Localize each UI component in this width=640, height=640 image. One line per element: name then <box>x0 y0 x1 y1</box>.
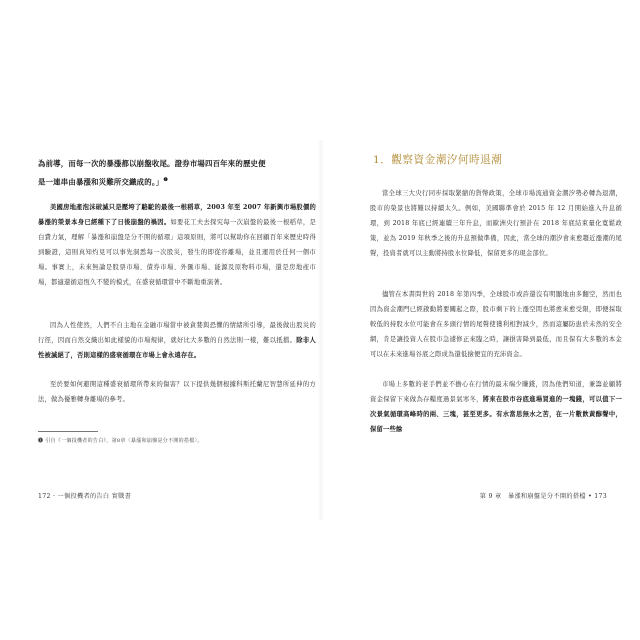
page-gutter <box>318 140 324 520</box>
left-paragraph-2-bold: 除非人性被滅絕了，否則這樣的盛衰循環在市場上會永遠存在。 <box>38 337 316 359</box>
left-paragraph-1 <box>38 200 316 290</box>
right-paragraph-1 <box>370 186 622 261</box>
left-paragraph-2 <box>38 318 316 363</box>
right-page <box>330 0 624 640</box>
right-paragraph-1-text: 當全球三大央行同步採取緊縮的貨幣政策，全球市場流通資金潮汐勢必轉為退潮，股市的榮景也將難以持續太久。例如，美國聯準會於 2015 年 12 月開始進入升息循環，到 2018 年底已經連續三年升息，而歐洲央行預計在 2018 年底結束量化寬鬆政策，並為 2019 年秋季之後的升息預做準備，因此，當全球的潮汐會來愈趨近漲潮的尾聲，投資者就可以主動將持股水位降低，保留更多的現金部位。 <box>370 190 622 257</box>
right-paragraph-3-bold: 將來在股市谷底進場買進的一塊錢，可以值下一次景氣循環高峰時的兩、三塊，甚至更多。有水當思無水之苦，在一片數飲黃醇聲中，保留一些餘 <box>370 396 622 433</box>
left-page-folio: 172 · 一個投機者的告白 實戰書 <box>38 493 132 500</box>
left-top-line1: 為前導，而每一次的暴漲都以崩盤收尾。證券市場四百年來的歷史便 <box>38 159 266 168</box>
right-page-folio: 第 9 章 暴漲和崩盤是分不開的搭檔 • 173 <box>479 493 607 500</box>
left-paragraph-3 <box>38 377 316 407</box>
left-paragraph-1-bold: 美國房地產泡沫破滅只是壓垮了駱駝的最後一根稻草，2003 年至 2007 年新興市場股價的暴漲的榮景本身已經種下了日後崩盤的禍因。 <box>38 204 316 226</box>
left-page <box>18 0 316 640</box>
left-paragraph-2-text: 因為人性使然，人們不自主地在金融市場當中被貪婪與恐懼的情緒所引導，最後做出股災的行徑，因而自然交織出如此樣貌的市場規律，就好比大多數的自然法則一樣，難以抵擋。 <box>38 322 316 344</box>
footnote-marker: ❶ <box>163 177 169 183</box>
footnote-divider <box>38 431 98 432</box>
section-heading: 1．觀察資金潮汐何時退潮 <box>373 154 503 166</box>
footnote: ❶ 引自《一個投機者的告白》，第8章〈暴漲和崩盤是分不開的搭檔〉。 <box>38 438 203 444</box>
left-top-line2: 是一連串由暴漲和災難所交織成的。」 <box>38 177 164 187</box>
right-paragraph-2-text: 儘管在本書問世的 2018 年第四季，全球股市或許還沒有明顯地由多翻空，然而也因為資金潮門已經啟動將要關起之際，股市剩下的上漲空間也將愈來愈受限，即便採取較低的持股水位可能會在多頭行情的尾聲使獲利相對減少，然而這屬防患於未然的安全網，肯是讓投資人在股市急遽修正來臨之時，讓損害降到最低，而且保有大多數的本金可以在未來進場谷底之際成為還低撿便宜的充沛資金。 <box>370 291 622 358</box>
right-paragraph-3 <box>370 377 622 437</box>
left-paragraph-1-text: 如要花工夫去探究每一次崩盤的最後一根稻草，是白費力氣，理解「暴漲和崩盤是分不開的循環」這項原則，將可以幫助你在回顧百年來歷史時得到驗證，這則真知灼見可以事先洞悉每一次股災，發生的即從容離場，並且運用於任何一個市場。事實上，未來無論是股票市場、債券市場、外匯市場、能源及原物料市場，還是房地產市場，都適還循這恆久不變的模式，在盛衰循環當中不斷地重演著。 <box>38 219 316 286</box>
right-paragraph-3-text: 市場上多數的老手們並不擔心在行情的最末端少賺錢，因為他們知道，兼籌並顧將資金保留下來做為存糧度過景氣寒冬， <box>370 381 622 403</box>
left-top-paragraph <box>38 155 316 190</box>
left-paragraph-3-text: 至於要如何避開這種盛衰循環所帶來的傷害？以下提供幾個根據科斯托蘭尼智慧所延伸的方法，做為優雅轉身離場的參考。 <box>38 381 316 403</box>
right-paragraph-2 <box>370 287 622 362</box>
